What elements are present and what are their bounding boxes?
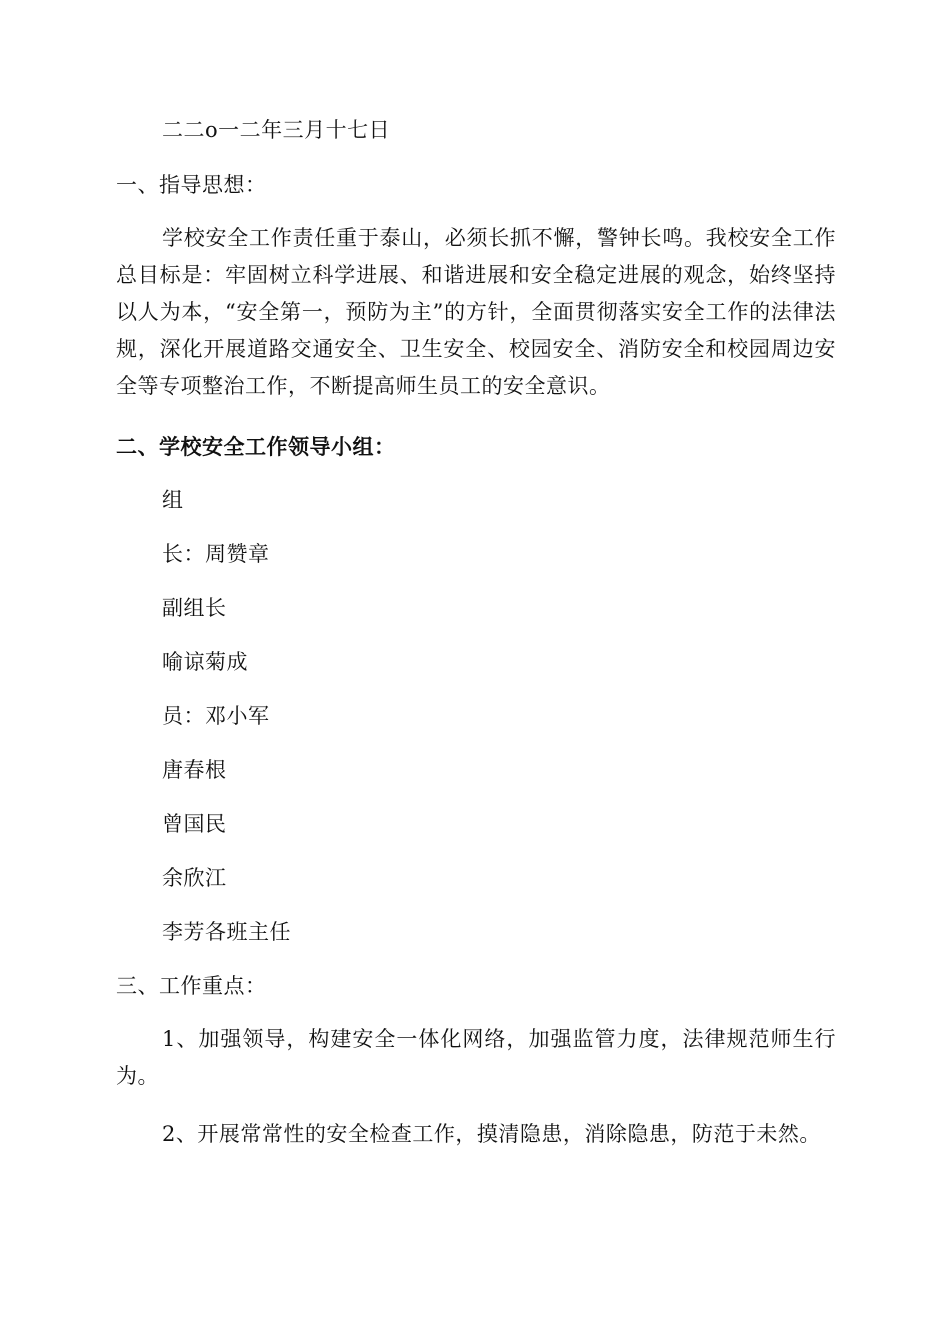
group-line: 组 bbox=[162, 488, 184, 512]
group-line: 员：邓小军 bbox=[162, 704, 270, 728]
document-date: 二二ο一二年三月十七日 bbox=[162, 118, 391, 142]
section-heading-guiding-thought: 一、指导思想： bbox=[116, 173, 267, 197]
group-line: 李芳各班主任 bbox=[162, 920, 291, 944]
group-line: 喻谅菊成 bbox=[162, 650, 248, 674]
work-focus-item-1: 1、加强领导，构建安全一体化网络，加强监管力度，法律规范师生行为。 bbox=[116, 1027, 836, 1088]
group-line: 唐春根 bbox=[162, 758, 227, 782]
guiding-thought-paragraph: 学校安全工作责任重于泰山，必须长抓不懈，警钟长鸣。我校安全工作总目标是：牢固树立科学进展、和谐进展和安全稳定进展的观念，始终坚持以人为本，“安全第一，预防为主”的方针，全面贯彻落实安全工作的法律法规，深化开展道路交通安全、卫生安全、校园安全、消防安全和校园周边安全等专项整治工作，不断提高师生员工的安全意识。 bbox=[116, 226, 836, 398]
section-heading-leadership-group: 二、学校安全工作领导小组： bbox=[116, 434, 396, 459]
section-heading-work-focus: 三、工作重点： bbox=[116, 974, 267, 998]
group-line: 长：周赞章 bbox=[162, 542, 270, 566]
group-line: 余欣江 bbox=[162, 866, 227, 890]
work-focus-item-2: 2、开展常常性的安全检查工作，摸清隐患，消除隐患，防范于未然。 bbox=[162, 1122, 821, 1146]
group-line: 曾国民 bbox=[162, 812, 227, 836]
group-line: 副组长 bbox=[162, 596, 227, 620]
